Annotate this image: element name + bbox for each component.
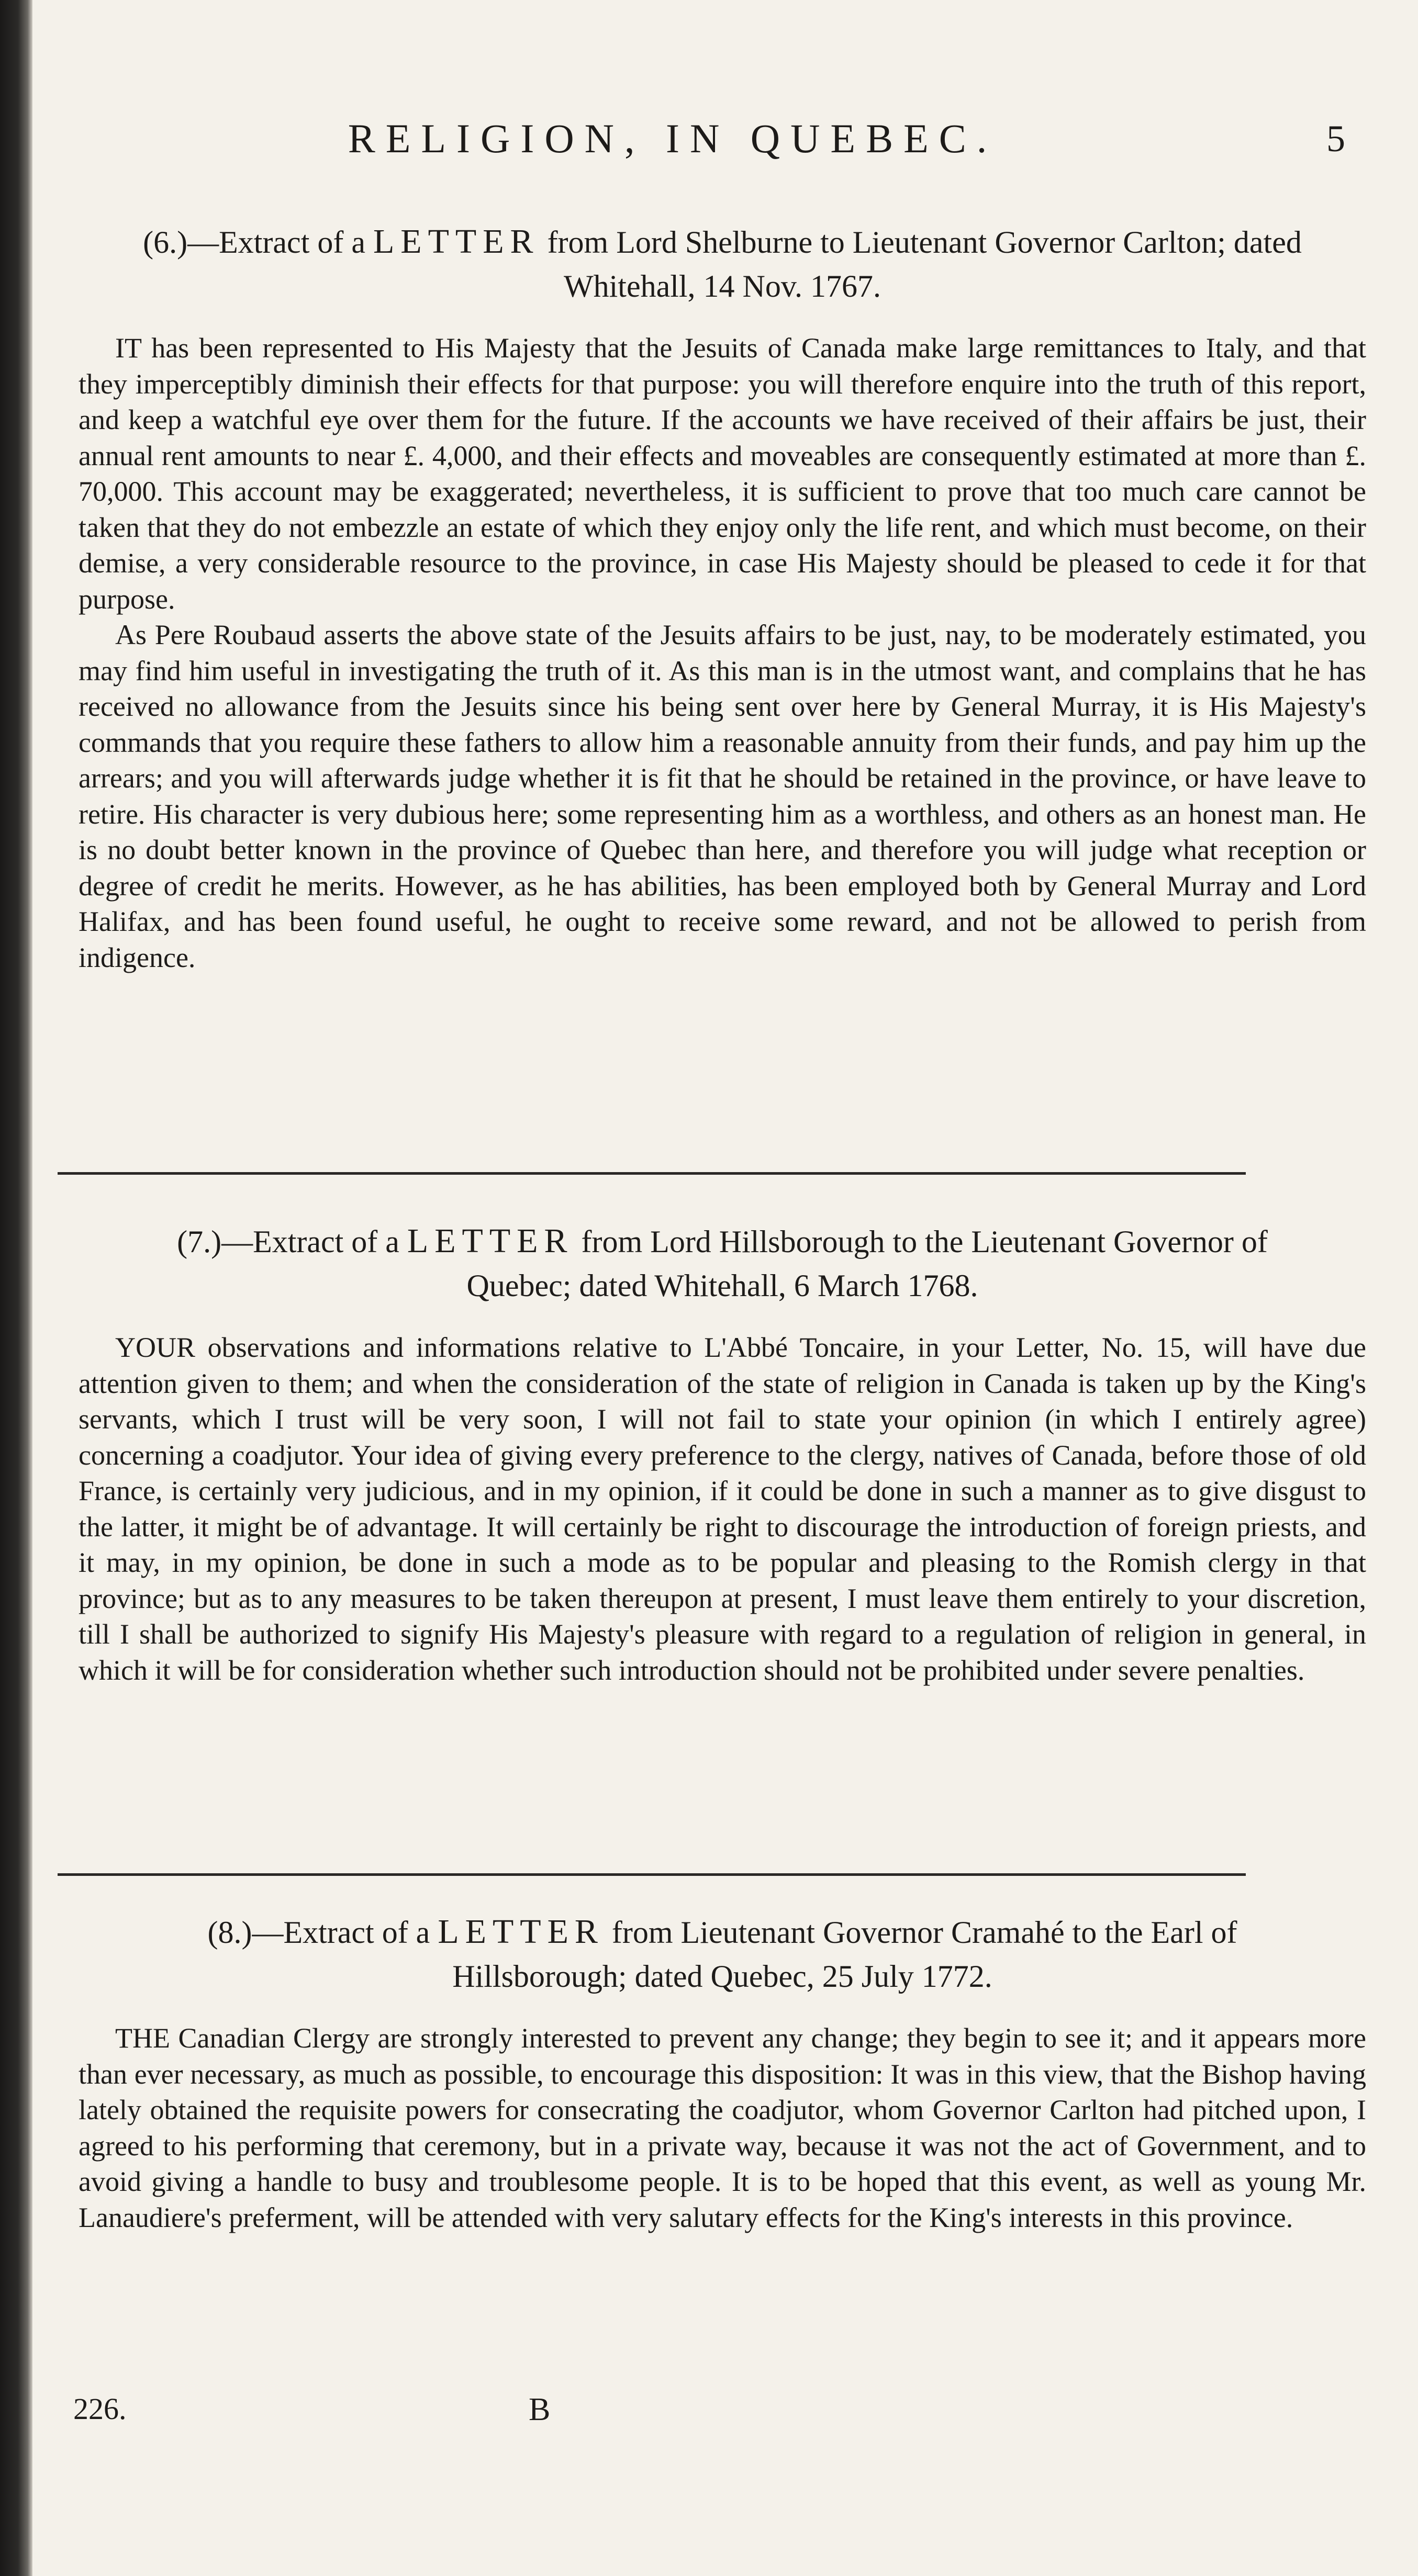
- heading-detail: from Lord Hillsborough to the Lieutenant Governor of Quebec; dated Whitehall, 6 March 1768.: [466, 1224, 1268, 1303]
- section-heading: [79, 1910, 1366, 1998]
- heading-prefix: —Extract of a: [221, 1224, 399, 1259]
- heading-prefix: —Extract of a: [187, 225, 365, 260]
- section-number: (8.): [207, 1915, 252, 1950]
- paragraph: THE Canadian Clergy are strongly interested to prevent any change; they begin to see it; and it appears more than ever necessary, as much as possible, to encourage this disposition: It was in this view, that the Bishop having lately obtained the requisite powers for consecrating the coadjutor, whom Governor Carlton had pitched upon, I agreed to his performing that ceremony, but in a private way, because it was not the act of Government, and to avoid giving a handle to busy and troublesome people. It is to be hoped that this event, as well as young Mr. Lanaudiere's preferment, will be attended with very salutary effects for the King's interests in this province.: [79, 2022, 1366, 2233]
- heading-letter-word: LETTER: [438, 1913, 604, 1951]
- document-page: [73, 0, 1366, 2576]
- heading-letter-word: LETTER: [407, 1222, 574, 1260]
- page-number: 5: [1326, 118, 1345, 160]
- section-heading: [79, 1219, 1366, 1308]
- paragraph: IT has been represented to His Majesty that the Jesuits of Canada make large remittances to Italy, and that they imperceptibly diminish their effects for that purpose: you will therefore enquire into the truth of this report, and keep a watchful eye over them for the future. If the accounts we have received of their affairs be just, their annual rent amounts to near £. 4,000, and their effects and moveables are consequently estimated at more than £. 70,000. This account may be exaggerated; nevertheless, it is sufficient to prove that too much care cannot be taken that they do not embezzle an estate of which they enjoy only the life rent, and which must become, on their demise, a very considerable resource to the province, in case His Majesty should be pleased to cede it for that purpose.: [79, 332, 1366, 615]
- letter-extract-7: [79, 1219, 1366, 1688]
- section-divider: [58, 1873, 1246, 1876]
- heading-detail: from Lieutenant Governor Cramahé to the Earl of Hillsborough; dated Quebec, 25 July 1772.: [452, 1915, 1237, 1994]
- section-divider: [58, 1172, 1246, 1175]
- heading-prefix: —Extract of a: [252, 1915, 430, 1950]
- book-spine-shadow: [0, 0, 32, 2576]
- paragraph: As Pere Roubaud asserts the above state of the Jesuits affairs to be just, nay, to be moderately estimated, you may find him useful in investigating the truth of it. As this man is in the utmost want, and complains that he has received no allowance from the Jesuits since his being sent over here by General Murray, it is His Majesty's commands that you require these fathers to allow him a reasonable annuity from their funds, and pay him up the arrears; and you will afterwards judge whether it is fit that he should be retained in the province, or have leave to retire. His character is very dubious here; some representing him as a worthless, and others as an honest man. He is no doubt better known in the province of Quebec than here, and therefore you will judge what reception or degree of credit he merits. However, as he has abilities, has been employed both by General Murray and Lord Halifax, and has been found useful, he ought to receive some reward, and not be allowed to perish from indigence.: [79, 619, 1366, 973]
- page-footer: [73, 2391, 1366, 2444]
- running-head: [79, 115, 1366, 178]
- section-heading: [79, 220, 1366, 308]
- sheet-letter: B: [529, 2392, 551, 2427]
- letter-extract-8: [79, 1910, 1366, 2235]
- section-number: (7.): [177, 1224, 222, 1259]
- letter-extract-6: [79, 220, 1366, 975]
- paragraph: YOUR observations and informations relative to L'Abbé Toncaire, in your Letter, No. 15, will have due attention given to them; and when the consideration of the state of religion in Canada is taken up by the King's servants, which I trust will be very soon, I will not fail to state your opinion (in which I entirely agree) concerning a coadjutor. Your idea of giving every preference to the clergy, natives of Canada, before those of old France, is certainly very judicious, and in my opinion, if it could be done in such a manner as to give disgust to the latter, it might be of advantage. It will certainly be right to discourage the introduction of foreign priests, and it may, in my opinion, be done in such a mode as to be popular and pleasing to the Romish clergy in that province; but as to any measures to be taken thereupon at present, I must leave them entirely to your discretion, till I shall be authorized to signify His Majesty's pleasure with regard to a regulation of religion in general, in which it will be for consideration whether such introduction should not be prohibited under severe penalties.: [79, 1332, 1366, 1686]
- running-title: RELIGION, IN QUEBEC.: [348, 116, 998, 161]
- heading-letter-word: LETTER: [373, 222, 540, 261]
- section-number: (6.): [143, 225, 188, 260]
- signature-mark: 226.: [73, 2392, 127, 2426]
- heading-detail: from Lord Shelburne to Lieutenant Governor Carlton; dated Whitehall, 14 Nov. 1767.: [547, 225, 1302, 303]
